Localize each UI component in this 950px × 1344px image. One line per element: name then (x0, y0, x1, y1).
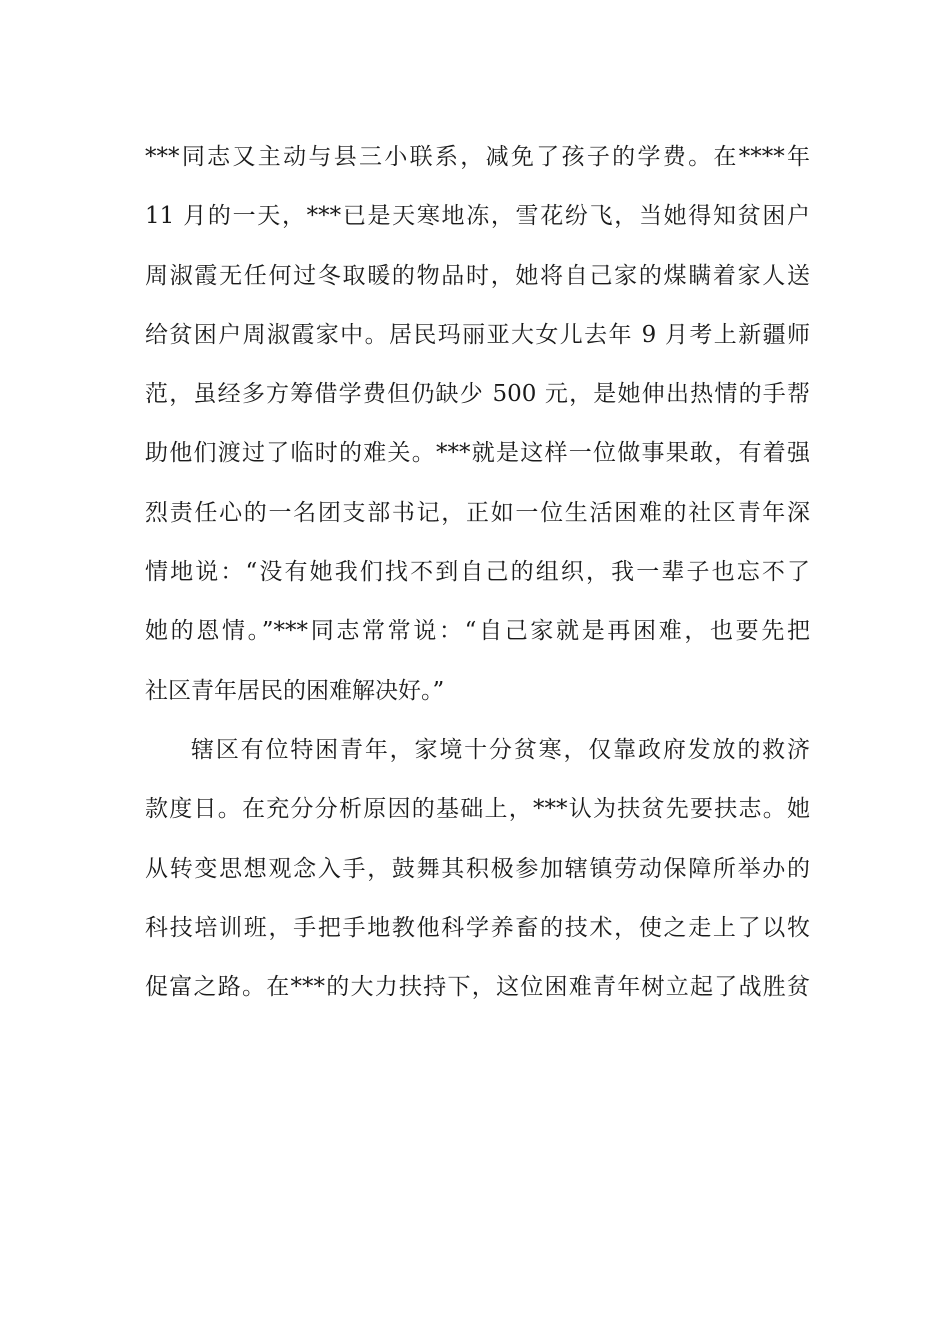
paragraph-end-line: 社区青年居民的困难解决好。” (145, 677, 445, 704)
text-line: 科技培训班，手把手地教他科学养畜的技术，使之走上了以牧 (145, 914, 810, 941)
text-line: 助他们渡过了临时的难关。***就是这样一位做事果敢，有着强 (145, 440, 810, 467)
text-line: 促富之路。在***的大力扶持下，这位困难青年树立起了战胜贫 (145, 974, 810, 1001)
text-line: 烈责任心的一名团支部书记，正如一位生活困难的社区青年深 (145, 499, 810, 526)
body-text (145, 128, 810, 1017)
text-line: 范，虽经多方筹借学费但仍缺少 500 元，是她伸出热情的手帮 (145, 381, 810, 408)
text-line: 给贫困户周淑霞家中。居民玛丽亚大女儿去年 9 月考上新疆师 (145, 321, 810, 348)
text-line: 她的恩情。”***同志常常说：“自己家就是再困难，也要先把 (145, 618, 810, 645)
text-line: ***同志又主动与县三小联系，减免了孩子的学费。在****年 (145, 144, 810, 170)
text-line: 款度日。在充分分析原因的基础上，***认为扶贫先要扶志。她 (145, 796, 810, 823)
text-line: 情地说：“没有她我们找不到自己的组织，我一辈子也忘不了 (145, 559, 810, 586)
text-line: 从转变思想观念入手，鼓舞其积极参加辖镇劳动保障所举办的 (145, 855, 810, 882)
text-line: 11 月的一天，***已是天寒地冻，雪花纷飞，当她得知贫困户 (145, 203, 810, 230)
text-line: 周淑霞无任何过冬取暖的物品时，她将自己家的煤瞒着家人送 (145, 262, 810, 289)
paragraph-start-line: 辖区有位特困青年，家境十分贫寒，仅靠政府发放的救济 (191, 736, 810, 763)
